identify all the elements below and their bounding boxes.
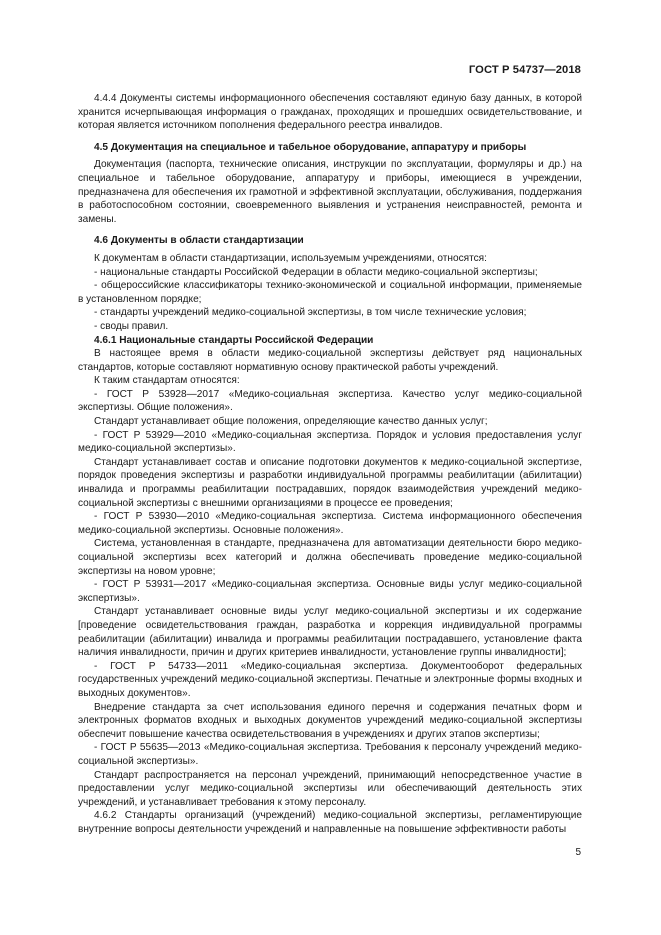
page-number: 5: [575, 847, 581, 858]
paragraph: Система, установленная в стандарте, предназначена для автоматизации деятельности бюро медико-социальной экспертизы всех категорий и должна обеспечивать проведение медико-социальной экспертизы на новом уровне;: [78, 538, 582, 577]
paragraph: В настоящее время в области медико-социальной экспертизы действует ряд национальных стандартов, которые составляют нормативную основу практической работы учреждений.: [78, 348, 582, 373]
paragraph: К документам в области стандартизации, используемым учреждениями, относятся:: [94, 252, 487, 264]
document-body: [78, 92, 582, 836]
document-code: ГОСТ Р 54737—2018: [468, 64, 581, 76]
list-item: - своды правил.: [94, 320, 169, 332]
list-item: - ГОСТ Р 54733—2011 «Медико-социальная экспертиза. Документооборот федеральных государственных учреждений медико-социальной экспертизы. Печатные и электронные формы входных и выходных документов».: [78, 660, 582, 699]
paragraph: Внедрение стандарта за счет использования единого перечня и содержания печатных форм и электронных форматов входных и выходных документов учреждений медико-социальной экспертизы обеспечит повышение качества освидетельствования в учреждениях и других этапов экспертизы;: [78, 701, 582, 740]
paragraph: Стандарт устанавливает состав и описание подготовки документов к медико-социальной экспертизе, порядок проведения экспертизы и разработки индивидуальной программы реабилитации (абилитации) инвалида и программы реабилитации пострадавших, порядок взаимодействия учреждений медико-социальной экспертизы с внешними организациями в процессе ее проведения;: [78, 456, 582, 509]
list-item: - ГОСТ Р 53929—2010 «Медико-социальная экспертиза. Порядок и условия предоставления услуг медико-социальной экспертизы».: [78, 429, 582, 455]
list-item: - ГОСТ Р 53931—2017 «Медико-социальная экспертиза. Основные виды услуг медико-социальной экспертизы».: [78, 579, 582, 604]
paragraph: Стандарт устанавливает общие положения, определяющие качество данных услуг;: [94, 416, 488, 428]
paragraph: 4.4.4 Документы системы информационного обеспечения составляют единую базу данных, в которой хранится исчерпывающая информация о гражданах, проходящих и прошедших освидетельствование, и которая является источником пополнения федерального реестра инвалидов.: [78, 93, 582, 132]
paragraph: 4.6.2 Стандарты организаций (учреждений) медико-социальной экспертизы, регламентирующие внутренние вопросы деятельности учреждений и направленные на повышение эффективности работы: [78, 810, 582, 835]
subsection-heading: 4.6.1 Национальные стандарты Российской Федерации: [94, 334, 374, 346]
list-item: - общероссийские классификаторы технико-экономической и социальной информации, применяемые в установленном порядке;: [78, 280, 582, 305]
paragraph: Документация (паспорта, технические описания, инструкции по эксплуатации, формуляры и др.) на специальное и табельное оборудование, аппаратуру и приборы, имеющиеся в учреждении, предназначена для обеспечения их грамотной и эффективной эксплуатации, обслуживания, поддержания в работоспособном состоянии, своевременного выявления и устранения неисправностей, ремонта и замены.: [78, 159, 582, 225]
section-heading: 4.5 Документация на специальное и табельное оборудование, аппаратуру и приборы: [94, 141, 527, 153]
list-item: - ГОСТ Р 55635—2013 «Медико-социальная экспертиза. Требования к персоналу учреждений медико-социальной экспертизы».: [78, 742, 582, 767]
section-heading: 4.6 Документы в области стандартизации: [94, 235, 304, 247]
list-item: - ГОСТ Р 53930—2010 «Медико-социальная экспертиза. Система информационного обеспечения медико-социальной экспертизы. Основные положения».: [78, 511, 582, 536]
paragraph: Стандарт распространяется на персонал учреждений, принимающий непосредственное участие в предоставлении услуг медико-социальной экспертизы или обеспечивающий деятельность этих учреждений, и устанавливает требования к этому персоналу.: [78, 769, 582, 808]
list-item: - стандарты учреждений медико-социальной экспертизы, в том числе технические условия;: [94, 307, 527, 319]
list-item: - ГОСТ Р 53928—2017 «Медико-социальная экспертиза. Качество услуг медико-социальной экспертизы. Общие положения».: [78, 388, 582, 414]
list-item: - национальные стандарты Российской Федерации в области медико-социальной экспертизы;: [94, 266, 538, 278]
paragraph: К таким стандартам относятся:: [94, 375, 240, 387]
paragraph: Стандарт устанавливает основные виды услуг медико-социальной экспертизы и их содержание [проведение освидетельствования граждан, разработка и коррекция индивидуальной программы реабилитации (абилитации) инвалида и программы реабилитации пострадавшего, установление факта наличия инвалидности, причин и других критериев инвалидности, установление группы инвалидности];: [78, 606, 582, 659]
